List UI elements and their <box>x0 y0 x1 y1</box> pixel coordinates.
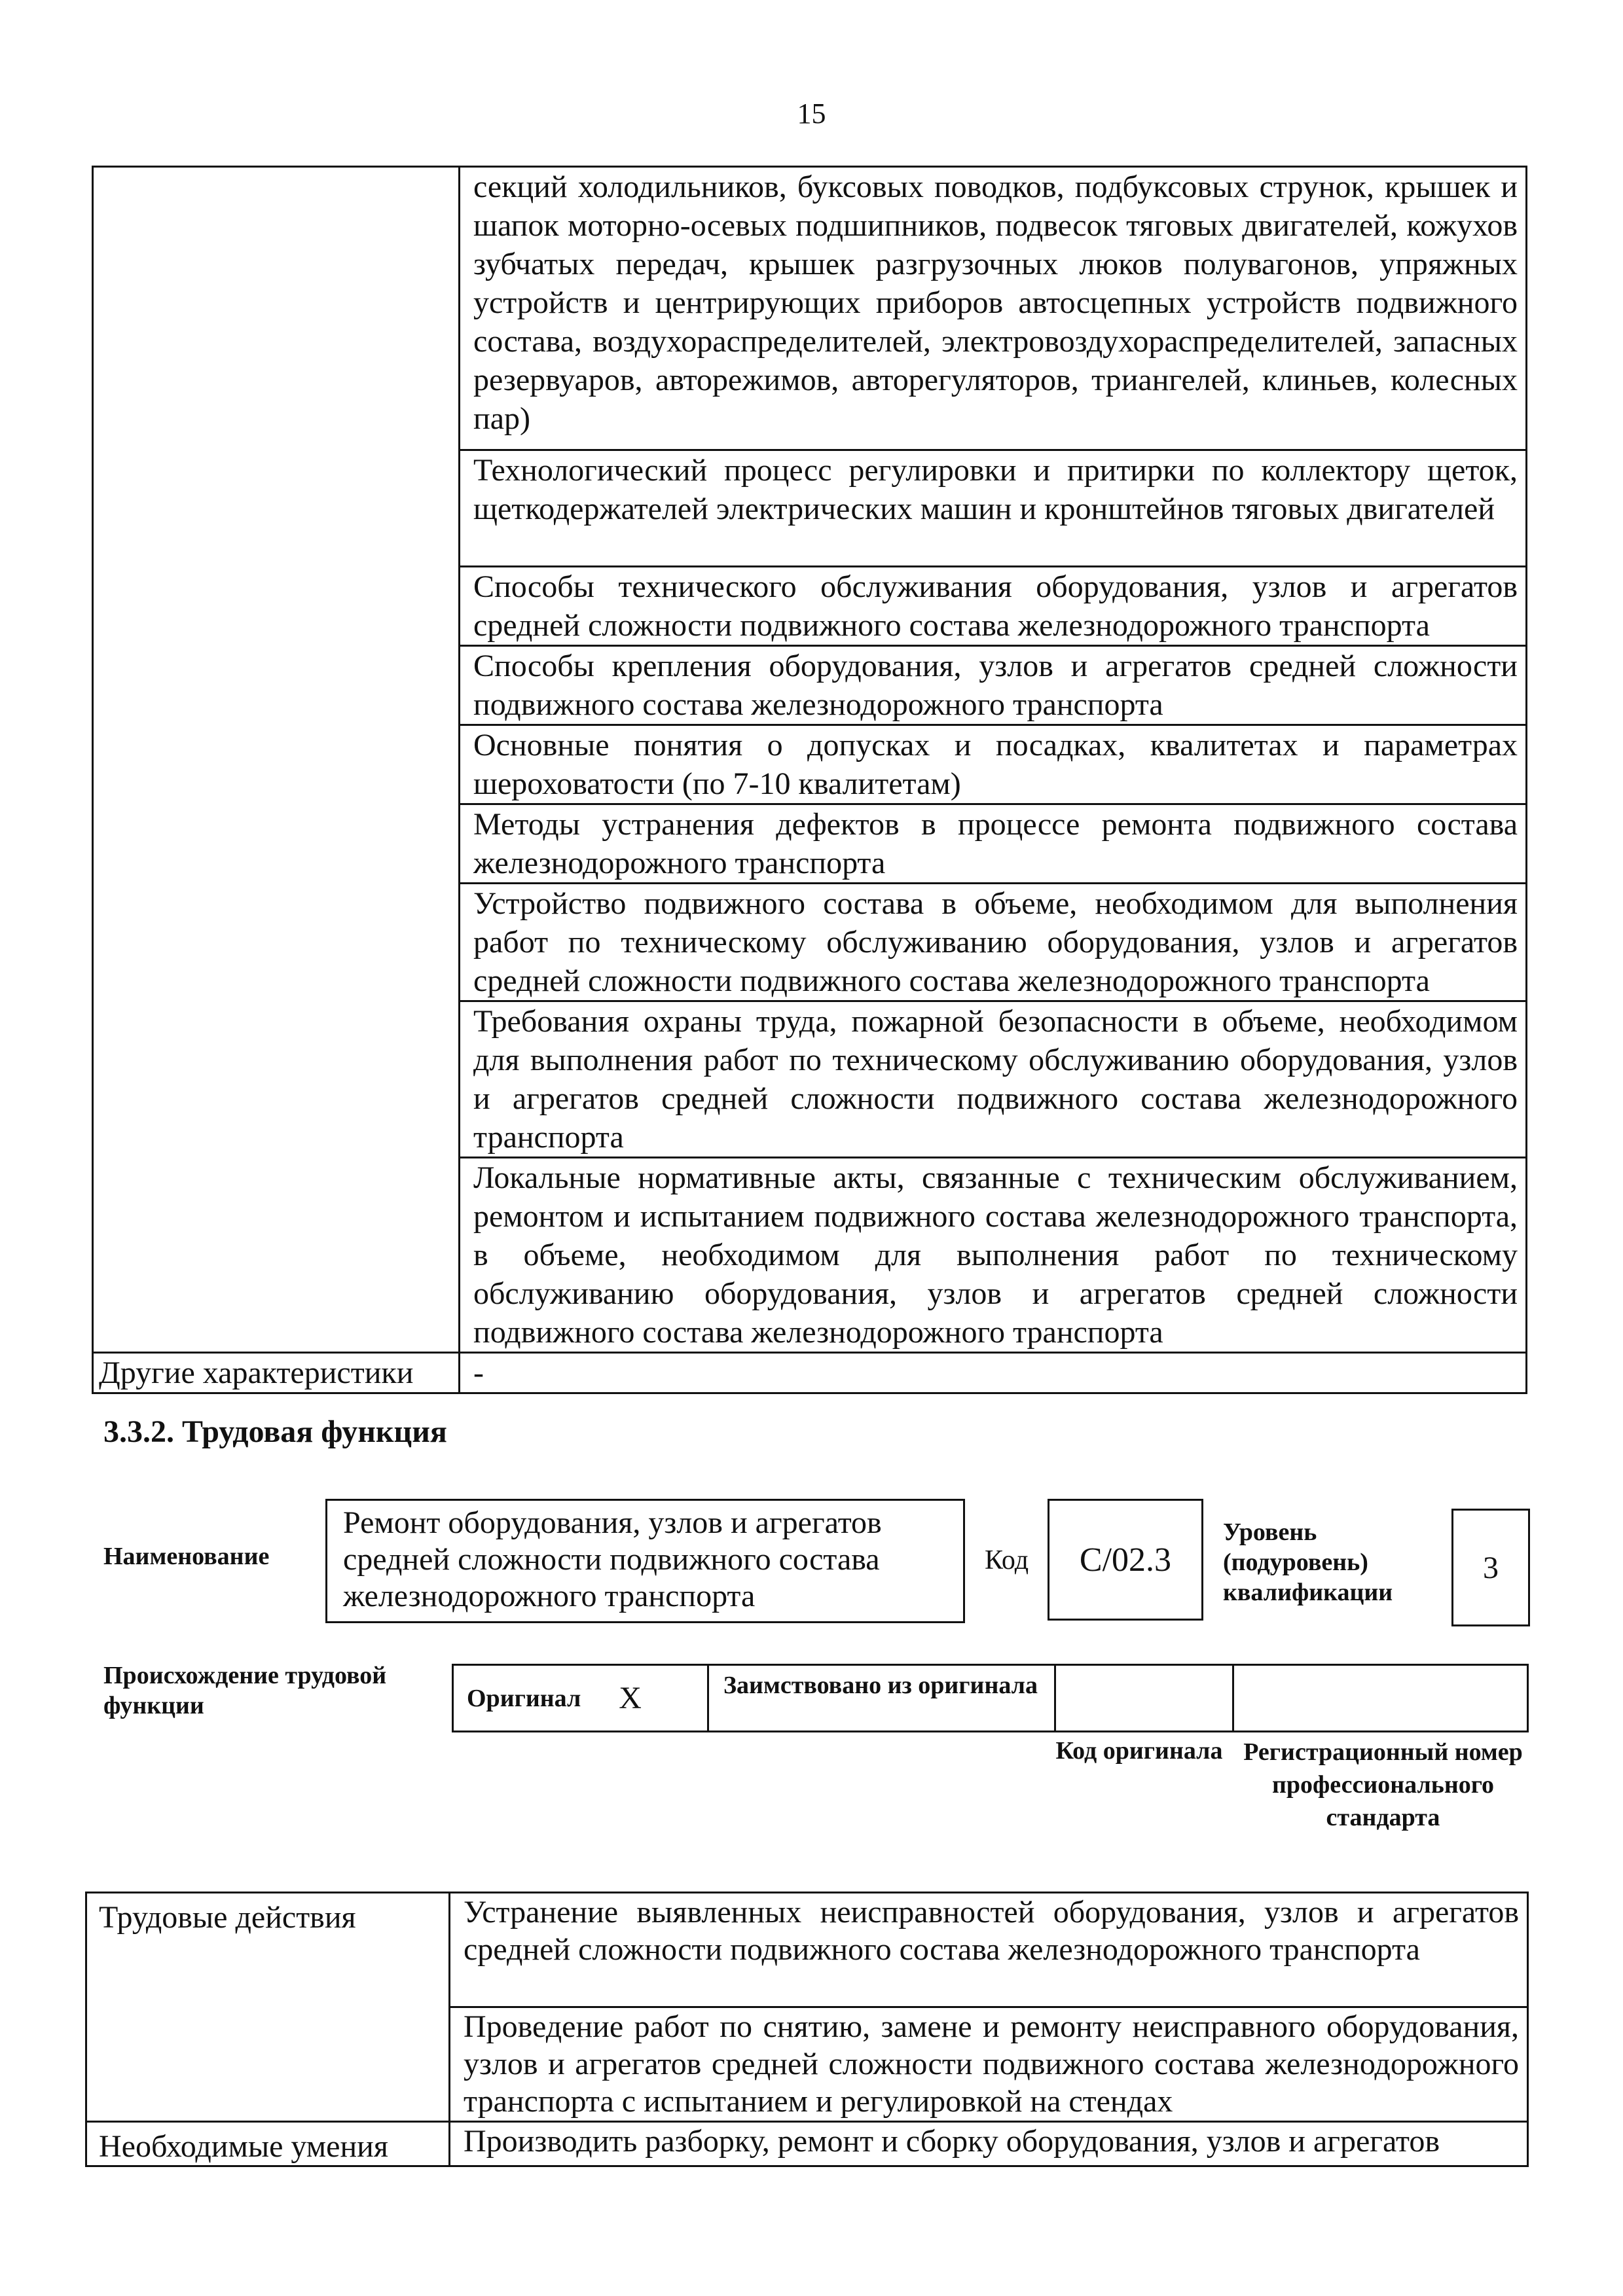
name-label: Наименование <box>103 1543 270 1570</box>
code-label: Код <box>985 1545 1029 1575</box>
labor-action-item: Проведение работ по снятию, замене и ремонту неисправного оборудования, узлов и агрегатов средней сложности подвижного состава железнодорожного транспорта с испытанием и регулировкой на стендах <box>450 2007 1528 2122</box>
knowledge-item: Устройство подвижного состава в объеме, необходимом для выполнения работ по техническому обслуживанию оборудования, узлов и агрегатов средней сложности подвижного состава железнодорожного транспорта <box>460 884 1527 1001</box>
labor-action-item: Устранение выявленных неисправностей оборудования, узлов и агрегатов средней сложности подвижного состава железнодорожного транспорта <box>450 1893 1528 2007</box>
knowledge-item: секций холодильников, буксовых поводков, подбуксовых струнок, крышек и шапок моторно-осевых подшипников, подвесок тяговых двигателей, кожухов зубчатых передач, крышек разгрузочных люков полувагонов, упряжных устройств и центрирующих приборов автосцепных устройств подвижного состава, воздухораспределителей, электровоздухораспределителей, запасных резервуаров, авторежимов, авторегуляторов, триангелей, клиньев, колесных пар) <box>460 167 1527 450</box>
original-cell <box>454 1666 709 1731</box>
table-row <box>93 1353 1527 1393</box>
other-characteristics-label: Другие характеристики <box>93 1353 460 1393</box>
knowledge-table <box>92 166 1527 1394</box>
origin-box <box>452 1664 1529 1732</box>
table-row <box>93 167 1527 450</box>
knowledge-item: Способы крепления оборудования, узлов и агрегатов средней сложности подвижного состава железнодорожного транспорта <box>460 646 1527 725</box>
original-code-cell <box>1056 1666 1234 1731</box>
registration-number-caption: Регистрационный номер профессионального стандарта <box>1243 1738 1523 1831</box>
knowledge-item: Способы технического обслуживания оборудования, узлов и агрегатов средней сложности подвижного состава железнодорожного транспорта <box>460 567 1527 646</box>
origin-label: Происхождение трудовой функции <box>103 1662 387 1719</box>
required-skills-label: Необходимые умения <box>86 2122 450 2166</box>
required-skill-item: Производить разборку, ремонт и сборку оборудования, узлов и агрегатов <box>450 2122 1528 2166</box>
knowledge-item: Основные понятия о допусках и посадках, квалитетах и параметрах шероховатости (по 7-10 квалитетам) <box>460 725 1527 804</box>
knowledge-label-cell <box>93 167 460 1353</box>
registration-number-cell <box>1234 1666 1527 1731</box>
qualification-level-label: Уровень (подуровень) квалификации <box>1223 1518 1393 1606</box>
borrowed-cell: Заимствовано из оригинала <box>709 1666 1056 1731</box>
original-mark: X <box>619 1681 642 1715</box>
other-characteristics-value: - <box>460 1353 1527 1393</box>
knowledge-item: Локальные нормативные акты, связанные с техническим обслуживанием, ремонтом и испытанием подвижного состава железнодорожного транспорта, в объеме, необходимом для выполнения работ по техническому обслуживанию оборудования, узлов и агрегатов средней сложности подвижного состава железнодорожного транспорта <box>460 1158 1527 1353</box>
knowledge-item: Методы устранения дефектов в процессе ремонта подвижного состава железнодорожного транспорта <box>460 804 1527 884</box>
knowledge-item: Технологический процесс регулировки и притирки по коллектору щеток, щеткодержателей электрических машин и кронштейнов тяговых двигателей <box>460 450 1527 567</box>
original-code-caption: Код оригинала <box>1055 1737 1223 1765</box>
labor-function-table <box>85 1892 1529 2167</box>
code-value-box: C/02.3 <box>1048 1499 1203 1621</box>
knowledge-item: Требования охраны труда, пожарной безопасности в объеме, необходимом для выполнения работ по техническому обслуживанию оборудования, узлов и агрегатов средней сложности подвижного состава железнодорожного транспорта <box>460 1001 1527 1158</box>
table-row <box>86 2122 1528 2166</box>
page-number: 15 <box>797 98 826 130</box>
function-name-box: Ремонт оборудования, узлов и агрегатов средней сложности подвижного состава железнодорожного транспорта <box>325 1499 965 1623</box>
qualification-level-box: 3 <box>1451 1509 1530 1626</box>
original-label: Оригинал <box>467 1684 581 1712</box>
labor-actions-label: Трудовые действия <box>86 1893 450 2122</box>
table-row <box>86 1893 1528 2007</box>
section-heading: 3.3.2. Трудовая функция <box>103 1414 447 1449</box>
